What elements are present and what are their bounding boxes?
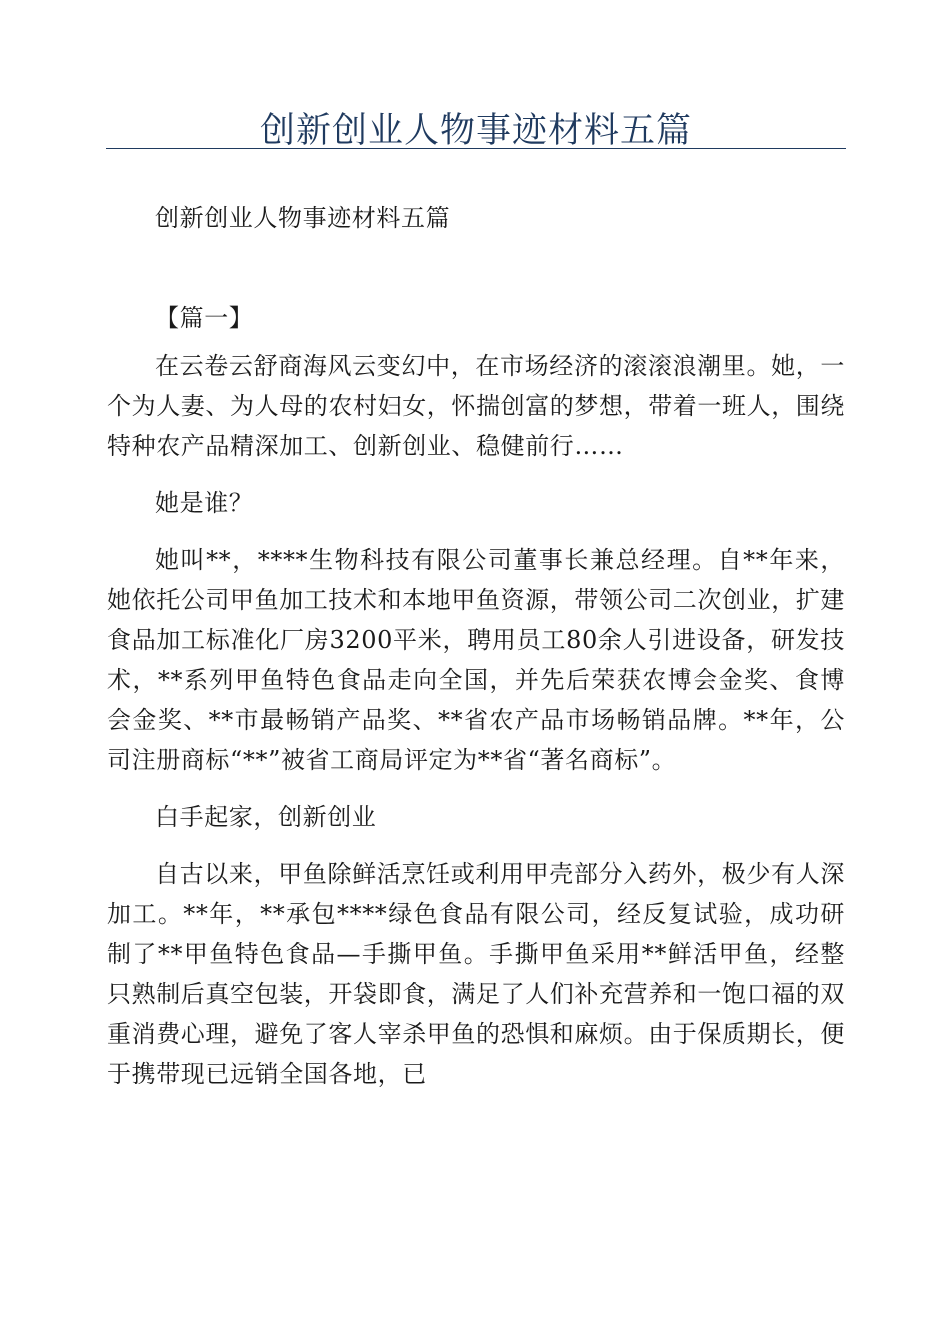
paragraph-subheading: 白手起家，创新创业 — [155, 803, 377, 831]
paragraph-history: 自古以来，甲鱼除鲜活烹饪或利用甲壳部分入药外，极少有人深加工。**年，**承包****绿色食品有限公司，经反复试验，成功研制了**甲鱼特色食品—手撕甲鱼。手撕甲鱼采用**鲜活甲鱼，经整只熟制后真空包装，开袋即食，满足了人们补充营养和一饱口福的双重消费心理，避免了客人宰杀甲鱼的恐惧和麻烦。由于保质期长，便于携带现已远销全国各地，已 — [107, 860, 845, 1088]
document-body — [107, 198, 845, 1111]
document-title: 创新创业人物事迹材料五篇 — [259, 111, 692, 151]
paragraph-profile: 她叫**，****生物科技有限公司董事长兼总经理。自**年来，她依托公司甲鱼加工技术和本地甲鱼资源，带领公司二次创业，扩建食品加工标准化厂房3200平米，聘用员工80余人引进设备，研发技术，**系列甲鱼特色食品走向全国，并先后荣获农博会金奖、食博会金奖、**市最畅销产品奖、**省农产品市场畅销品牌。**年，公司注册商标“**”被省工商局评定为**省“著名商标”。 — [107, 546, 845, 774]
paragraph-question: 她是谁？ — [155, 489, 254, 517]
section-heading: 【篇一】 — [155, 304, 254, 332]
paragraph-intro: 在云卷云舒商海风云变幻中，在市场经济的滚滚浪潮里。她，一个为人妻、为人母的农村妇女，怀揣创富的梦想，带着一班人，围绕特种农产品精深加工、创新创业、稳健前行…… — [107, 352, 845, 460]
title-underline — [106, 148, 846, 149]
document-subtitle: 创新创业人物事迹材料五篇 — [155, 204, 451, 232]
